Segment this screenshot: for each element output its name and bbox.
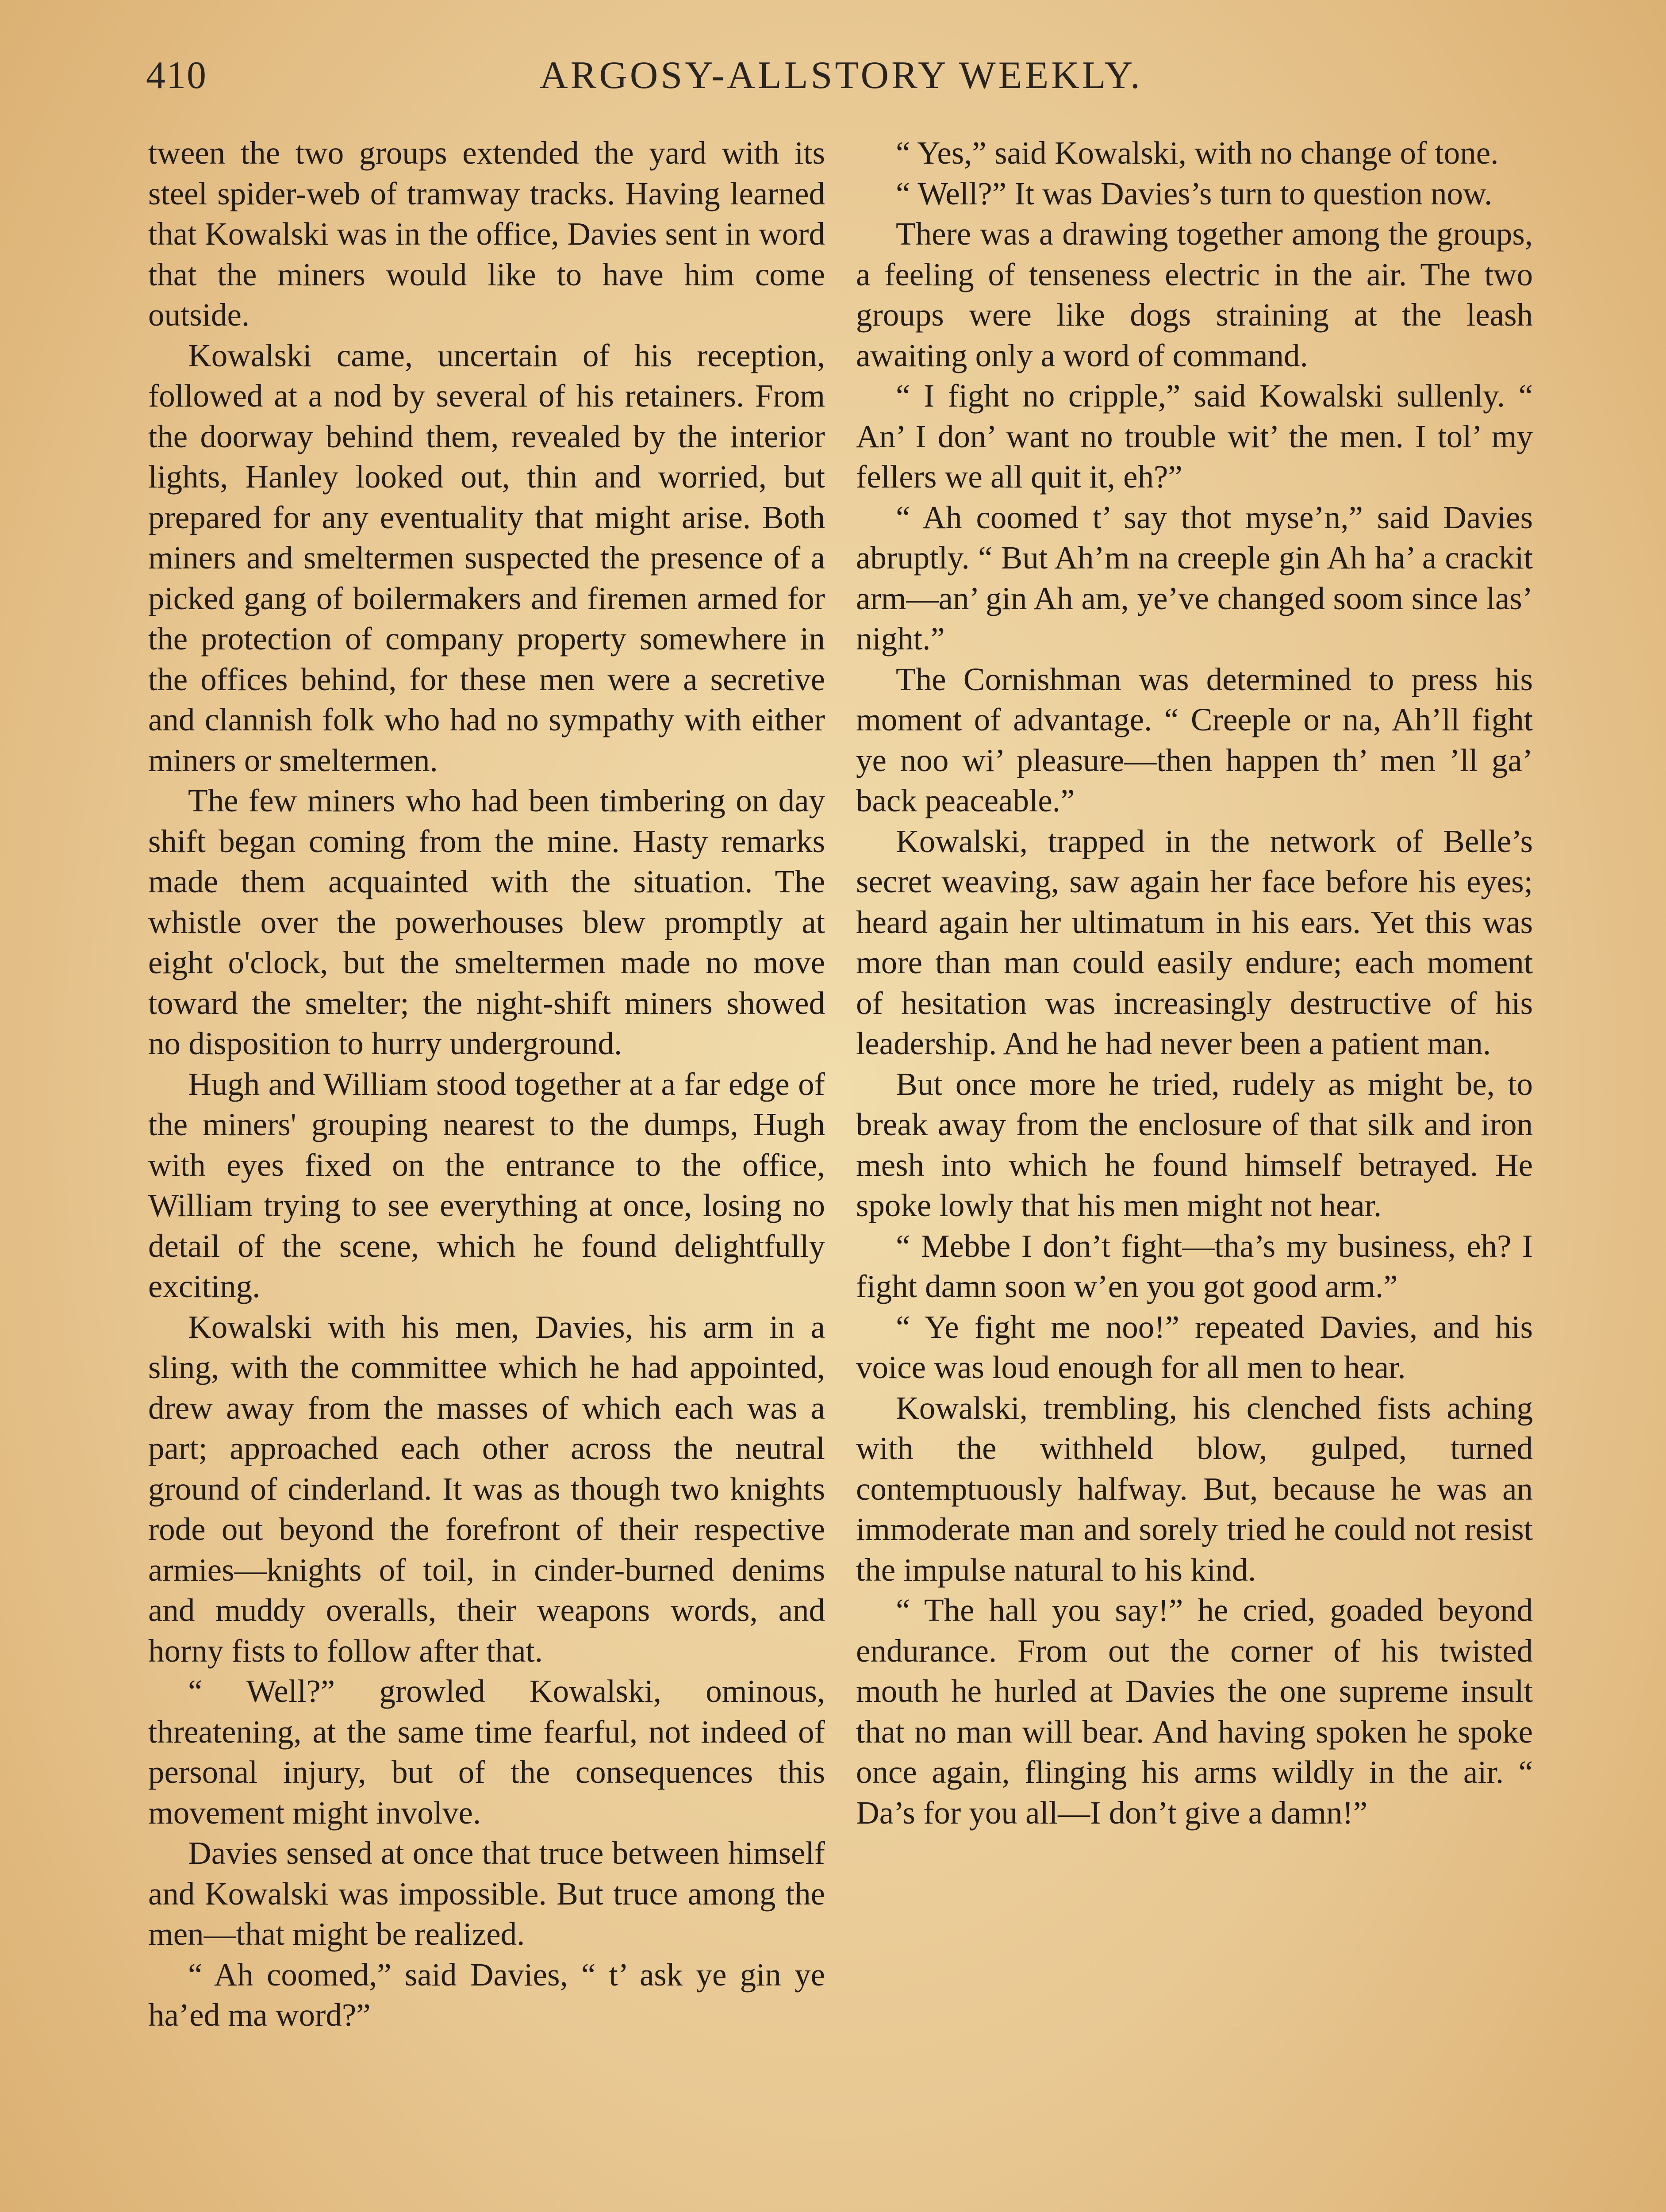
paragraph: Hugh and William stood together at a far edge of the miners' grouping nearest to the dumps, Hugh with eyes fixed on the entrance to the office, William trying to see everything at once, losing no detail of the scene, which he found delightfully exciting. [148, 1066, 825, 1304]
paragraph: “ The hall you say!” he cried, goaded beyond endurance. From out the corner of his twisted mouth he hurled at Davies the one supreme insult that no man will bear. And having spoken he spoke once again, flinging his arms wildly in the air. “ Da’s for you all—I don’t give a damn!” [856, 1592, 1533, 1831]
running-head: ARGOSY-ALLSTORY WEEKLY. [540, 54, 1143, 97]
paragraph: “ I fight no cripple,” said Kowalski sullenly. “ An’ I don’ want no trouble wit’ the men. I tol’ my fellers we all quit it, eh?” [856, 378, 1533, 495]
left-column [148, 133, 825, 2035]
paragraph: The Cornishman was determined to press his moment of advantage. “ Creeple or na, Ah’ll fight ye noo wi’ pleasure—then happen th’ men ’ll ga’ back peaceable.” [856, 661, 1533, 818]
page-header [0, 53, 1666, 106]
page-number: 410 [146, 54, 207, 97]
paragraph: “ Mebbe I don’t fight—tha’s my business, eh? I fight damn soon w’en you got good arm.” [856, 1228, 1533, 1304]
paragraph: Kowalski, trapped in the network of Belle’s secret weaving, saw again her face before his eyes; heard again her ultimatum in his ears. Yet this was more than man could easily endure; each moment of hesitation was increasingly destructive of his leadership. And he had never been a patient man. [856, 823, 1533, 1061]
paragraph: tween the two groups extended the yard with its steel spider-web of tramway tracks. Having learned that Kowalski was in the office, Davies sent in word that the miners would like to have him come outside. [148, 135, 825, 333]
paragraph: “ Well?” growled Kowalski, ominous, threatening, at the same time fearful, not indeed of personal injury, but of the consequences this movement might involve. [148, 1673, 825, 1831]
paragraph: There was a drawing together among the groups, a feeling of tenseness electric in the air. The two groups were like dogs straining at the leash awaiting only a word of command. [856, 216, 1533, 373]
paragraph: “ Ah coomed t’ say thot myse’n,” said Davies abruptly. “ But Ah’m na creeple gin Ah ha’ a crackit arm—an’ gin Ah am, ye’ve changed soom since las’ night.” [856, 499, 1533, 657]
right-column [856, 133, 1533, 1833]
paragraph: Kowalski with his men, Davies, his arm in a sling, with the committee which he had appointed, drew away from the masses of which each was a part; approached each other across the neutral ground of cinderland. It was as though two knights rode out beyond the forefront of their respective armies—knights of toil, in cinder-burned denims and muddy overalls, their weapons words, and horny fists to follow after that. [148, 1309, 825, 1669]
paragraph: Kowalski, trembling, his clenched fists aching with the withheld blow, gulped, turned contemptuously halfway. But, because he was an immoderate man and sorely tried he could not resist the impulse natural to his kind. [856, 1390, 1533, 1588]
paragraph: The few miners who had been timbering on day shift began coming from the mine. Hasty remarks made them acquainted with the situation. The whistle over the powerhouses blew promptly at eight o'clock, but the smeltermen made no move toward the smelter; the night-shift miners showed no disposition to hurry underground. [148, 783, 825, 1061]
paragraph: Kowalski came, uncertain of his reception, followed at a nod by several of his retainers. From the doorway behind them, revealed by the interior lights, Hanley looked out, thin and worried, but prepared for any eventuality that might arise. Both miners and smeltermen suspected the presence of a picked gang of boilermakers and firemen armed for the protection of company property somewhere in the offices behind, for these men were a secretive and clannish folk who had no sympathy with either miners or smeltermen. [148, 337, 825, 778]
paragraph: But once more he tried, rudely as might be, to break away from the enclosure of that silk and iron mesh into which he found himself betrayed. He spoke lowly that his men might not hear. [856, 1066, 1533, 1223]
paragraph: “ Well?” It was Davies’s turn to question now. [896, 175, 1493, 211]
paragraph: “ Ye fight me noo!” repeated Davies, and his voice was loud enough for all men to hear. [856, 1309, 1533, 1385]
paragraph: “ Ah coomed,” said Davies, “ t’ ask ye gin ye ha’ed ma word?” [148, 1956, 825, 2033]
paragraph: Davies sensed at once that truce between himself and Kowalski was impossible. But truce among the men—that might be realized. [148, 1835, 825, 1952]
paragraph: “ Yes,” said Kowalski, with no change of tone. [896, 135, 1499, 171]
